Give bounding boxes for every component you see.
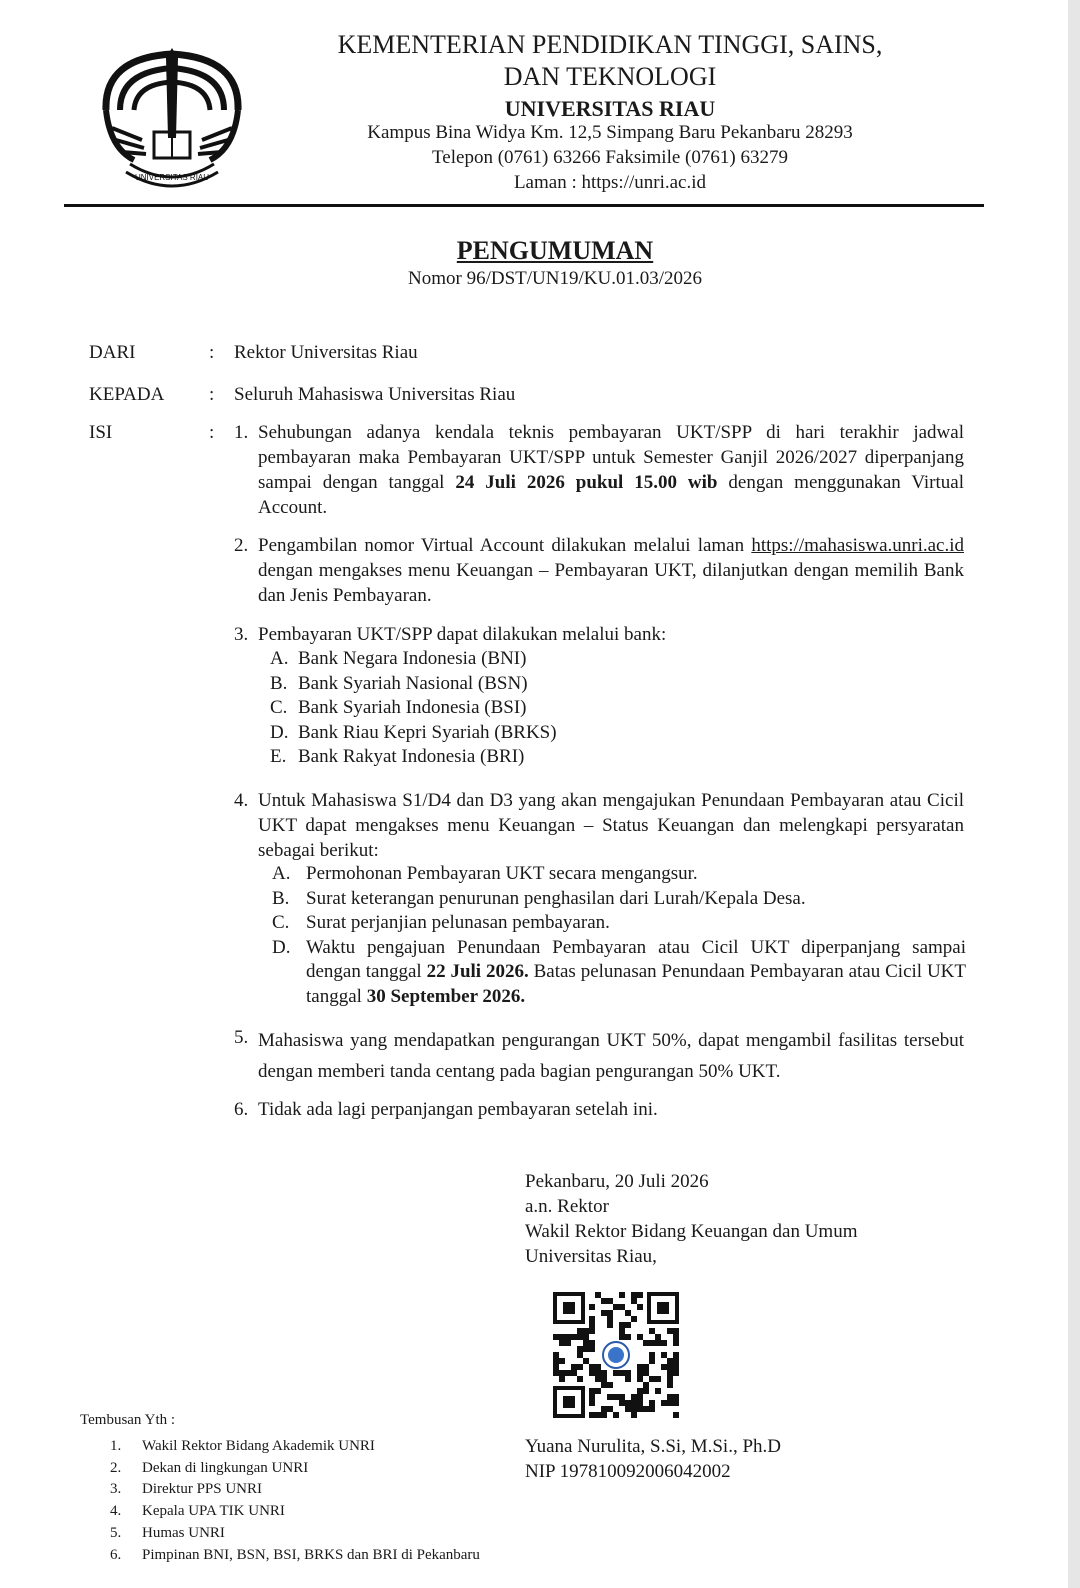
document-title: PENGUMUMAN	[456, 236, 654, 265]
university-name: UNIVERSITAS RIAU	[504, 96, 716, 121]
item-5-text: Mahasiswa yang mendapatkan pengurangan UKT 50%, dapat mengambil fasilitas tersebut dengan memberi tanda centang pada bagian pengurangan 50% UKT.	[258, 1030, 964, 1082]
list-item: D. Waktu pengajuan Penundaan Pembayaran atau Cicil UKT diperpanjang sampai dengan tanggal 22 Juli 2026. Batas pelunasan Penundaan Pembayaran atau Cicil UKT tanggal 30 September 2026.	[272, 936, 967, 1007]
item-1-text: Sehubungan adanya kendala teknis pembayaran UKT/SPP di hari terakhir jadwal pembayaran maka Pembayaran UKT/SPP untuk Semester Ganjil 2026/2027 diperpanjang sampai dengan tanggal 24 Juli 2026 pukul 15.00 wib dengan menggunakan Virtual Account.	[258, 422, 965, 518]
list-item: E. Bank Rakyat Indonesia (BRI)	[270, 746, 525, 767]
item-3-text: Pembayaran UKT/SPP dapat dilakukan melalui bank:	[258, 624, 667, 645]
item-number: 3.	[234, 624, 249, 645]
website: Laman : https://unri.ac.id	[513, 172, 707, 193]
cc-list	[110, 1436, 480, 1566]
list-item: A. Permohonan Pembayaran UKT secara mengangsur.	[272, 863, 698, 884]
list-item: 6. Pimpinan BNI, BSN, BSI, BRKS dan BRI di Pekanbaru	[110, 1546, 480, 1563]
from-label: DARI	[89, 342, 136, 363]
item-6-text: Tidak ada lagi perpanjangan pembayaran setelah ini.	[258, 1099, 658, 1120]
signer-position: Wakil Rektor Bidang Keuangan dan Umum	[525, 1221, 858, 1242]
university-logo	[94, 40, 250, 196]
address: Kampus Bina Widya Km. 12,5 Simpang Baru Pekanbaru 28293	[367, 122, 853, 143]
qr-code	[553, 1292, 679, 1418]
list-item: 3. Direktur PPS UNRI	[110, 1481, 263, 1498]
from-value: Rektor Universitas Riau	[234, 342, 418, 363]
signer-nip: NIP 197810092006042002	[525, 1461, 731, 1482]
colon: :	[209, 384, 215, 405]
ministry-name-line2: DAN TEKNOLOGI	[503, 62, 717, 91]
content-label: ISI	[89, 422, 113, 443]
ministry-name-line1: KEMENTERIAN PENDIDIKAN TINGGI, SAINS,	[337, 30, 883, 59]
item-number: 2.	[234, 535, 249, 556]
signature-block	[525, 1169, 857, 1269]
signer-identity	[525, 1434, 781, 1484]
list-item: 4. Kepala UPA TIK UNRI	[110, 1503, 285, 1520]
letterhead-divider	[64, 204, 984, 207]
phone-fax: Telepon (0761) 63266 Faksimile (0761) 63279	[432, 147, 788, 168]
item-4-text: Untuk Mahasiswa S1/D4 dan D3 yang akan mengajukan Penundaan Pembayaran atau Cicil UKT dapat mengakses menu Keuangan – Status Keuangan dan melengkapi persyaratan sebagai berikut:	[258, 790, 964, 861]
item-number: 4.	[234, 790, 249, 811]
list-item: D. Bank Riau Kepri Syariah (BRKS)	[270, 721, 557, 743]
list-item: 2. Dekan di lingkungan UNRI	[110, 1459, 309, 1476]
item-number: 1.	[234, 422, 249, 443]
item-2-text: Pengambilan nomor Virtual Account dilakukan melalui laman https://mahasiswa.unri.ac.id dengan mengakses menu Keuangan – Pembayaran UKT, dilanjutkan dengan memilih Bank dan Jenis Pembayaran.	[258, 535, 964, 606]
bank-list	[270, 647, 670, 770]
requirement-list	[272, 862, 966, 1009]
on-behalf: a.n. Rektor	[525, 1196, 609, 1217]
to-value: Seluruh Mahasiswa Universitas Riau	[234, 384, 516, 405]
list-item: B. Surat keterangan penurunan penghasilan dari Lurah/Kepala Desa.	[272, 887, 806, 909]
list-item: A. Bank Negara Indonesia (BNI)	[270, 648, 527, 669]
list-item: 5. Humas UNRI	[110, 1524, 225, 1541]
portal-link[interactable]: https://mahasiswa.unri.ac.id	[751, 535, 964, 556]
document-number: Nomor 96/DST/UN19/KU.01.03/2026	[408, 268, 702, 289]
list-item: 1. Wakil Rektor Bidang Akademik UNRI	[110, 1438, 375, 1454]
list-item: B. Bank Syariah Nasional (BSN)	[270, 672, 528, 694]
colon: :	[209, 342, 215, 363]
signer-name: Yuana Nurulita, S.Si, M.Si., Ph.D	[525, 1436, 781, 1457]
item-number: 6.	[234, 1099, 249, 1120]
item-number: 5.	[234, 1027, 249, 1048]
cc-heading: Tembusan Yth :	[80, 1412, 176, 1428]
list-item: C. Surat perjanjian pelunasan pembayaran.	[272, 912, 610, 933]
place-date: Pekanbaru, 20 Juli 2026	[525, 1171, 709, 1192]
colon: :	[209, 422, 215, 443]
svg-text:UNIVERSITAS RIAU: UNIVERSITAS RIAU	[134, 173, 210, 182]
list-item: C. Bank Syariah Indonesia (BSI)	[270, 697, 527, 718]
signer-institution: Universitas Riau,	[525, 1246, 657, 1267]
to-label: KEPADA	[89, 384, 165, 405]
